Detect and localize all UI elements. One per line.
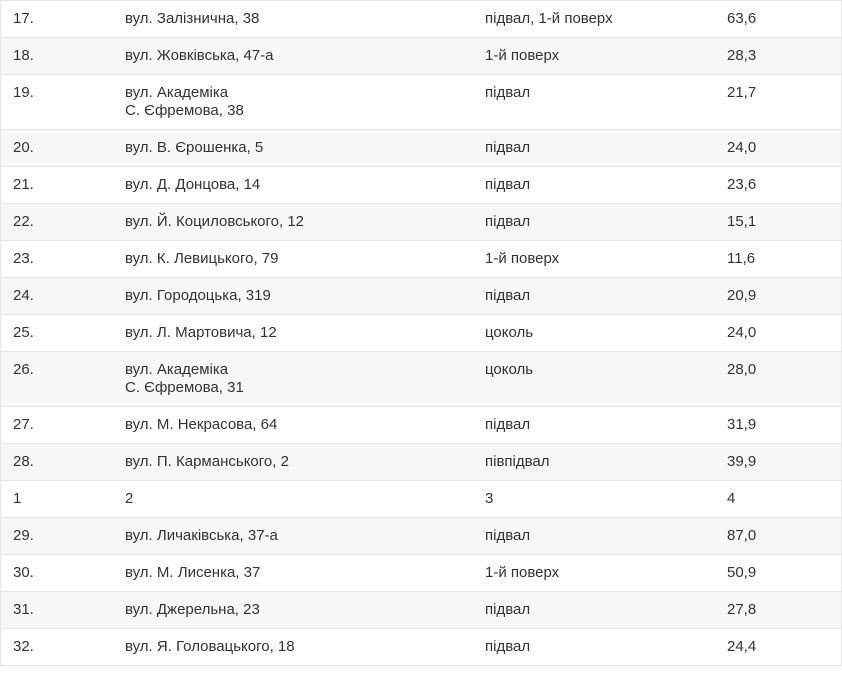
address-cell: вул. М. Некрасова, 64 xyxy=(125,416,278,433)
floor-cell: підвал xyxy=(485,527,531,544)
area-cell: 20,9 xyxy=(727,287,757,304)
area-cell: 15,1 xyxy=(727,213,757,230)
table-row xyxy=(0,352,842,407)
row-number: 32. xyxy=(13,638,34,655)
table-row xyxy=(0,1,842,38)
area-cell: 21,7 xyxy=(727,84,757,101)
row-number: 26. xyxy=(13,361,34,378)
row-number: 21. xyxy=(13,176,34,193)
area-cell: 23,6 xyxy=(727,176,757,193)
row-number: 1 xyxy=(13,490,22,507)
address-cell: вул. Д. Донцова, 14 xyxy=(125,176,261,193)
table-row xyxy=(0,278,842,315)
address-cell: вул. Городоцька, 319 xyxy=(125,287,271,304)
row-number: 24. xyxy=(13,287,34,304)
table-column-index-row xyxy=(0,481,842,518)
area-cell: 50,9 xyxy=(727,564,757,581)
table-row xyxy=(0,241,842,278)
address-cell: вул. Академіка С. Єфремова, 38 xyxy=(125,84,244,119)
address-cell: 2 xyxy=(125,490,134,507)
row-number: 22. xyxy=(13,213,34,230)
table-row xyxy=(0,38,842,75)
address-cell: вул. Л. Мартовича, 12 xyxy=(125,324,277,341)
row-number: 27. xyxy=(13,416,34,433)
table-row xyxy=(0,555,842,592)
table-row xyxy=(0,315,842,352)
area-cell: 27,8 xyxy=(727,601,757,618)
floor-cell: підвал xyxy=(485,139,531,156)
floor-cell: 1-й поверх xyxy=(485,47,560,64)
row-number: 29. xyxy=(13,527,34,544)
address-cell: вул. Академіка С. Єфремова, 31 xyxy=(125,361,244,396)
area-cell: 4 xyxy=(727,490,736,507)
row-number: 19. xyxy=(13,84,34,101)
floor-cell: підвал xyxy=(485,601,531,618)
table-row xyxy=(0,167,842,204)
address-cell: вул. П. Карманського, 2 xyxy=(125,453,289,470)
floor-cell: півпідвал xyxy=(485,453,550,470)
row-number: 31. xyxy=(13,601,34,618)
address-cell: вул. К. Левицького, 79 xyxy=(125,250,279,267)
table-row xyxy=(0,130,842,167)
row-number: 30. xyxy=(13,564,34,581)
area-cell: 28,0 xyxy=(727,361,757,378)
area-cell: 63,6 xyxy=(727,10,757,27)
area-cell: 39,9 xyxy=(727,453,757,470)
address-cell: вул. Джерельна, 23 xyxy=(125,601,260,618)
floor-cell: цоколь xyxy=(485,361,534,378)
table-row xyxy=(0,518,842,555)
table-row xyxy=(0,75,842,130)
area-cell: 24,0 xyxy=(727,324,757,341)
floor-cell: підвал xyxy=(485,287,531,304)
floor-cell: підвал xyxy=(485,84,531,101)
table-row xyxy=(0,629,842,666)
address-cell: вул. Я. Головацького, 18 xyxy=(125,638,295,655)
table-row xyxy=(0,592,842,629)
address-cell: вул. В. Єрошенка, 5 xyxy=(125,139,264,156)
floor-cell: 3 xyxy=(485,490,494,507)
floor-cell: підвал xyxy=(485,416,531,433)
row-number: 20. xyxy=(13,139,34,156)
floor-cell: підвал xyxy=(485,176,531,193)
row-number: 25. xyxy=(13,324,34,341)
area-cell: 31,9 xyxy=(727,416,757,433)
area-cell: 28,3 xyxy=(727,47,757,64)
address-cell: вул. Жовківська, 47-а xyxy=(125,47,274,64)
floor-cell: цоколь xyxy=(485,324,534,341)
table-row xyxy=(0,204,842,241)
row-number: 23. xyxy=(13,250,34,267)
area-cell: 24,0 xyxy=(727,139,757,156)
address-cell: вул. М. Лисенка, 37 xyxy=(125,564,261,581)
area-cell: 87,0 xyxy=(727,527,757,544)
floor-cell: підвал xyxy=(485,213,531,230)
row-number: 18. xyxy=(13,47,34,64)
address-cell: вул. Личаківська, 37-а xyxy=(125,527,278,544)
floor-cell: 1-й поверх xyxy=(485,250,560,267)
area-cell: 24,4 xyxy=(727,638,757,655)
area-cell: 11,6 xyxy=(727,250,756,267)
floor-cell: 1-й поверх xyxy=(485,564,560,581)
table-row xyxy=(0,407,842,444)
address-cell: вул. Залізнична, 38 xyxy=(125,10,260,27)
floor-cell: підвал, 1-й поверх xyxy=(485,10,613,27)
row-number: 17. xyxy=(13,10,34,27)
address-cell: вул. Й. Коциловського, 12 xyxy=(125,213,305,230)
table-row xyxy=(0,444,842,481)
floor-cell: підвал xyxy=(485,638,531,655)
row-number: 28. xyxy=(13,453,34,470)
